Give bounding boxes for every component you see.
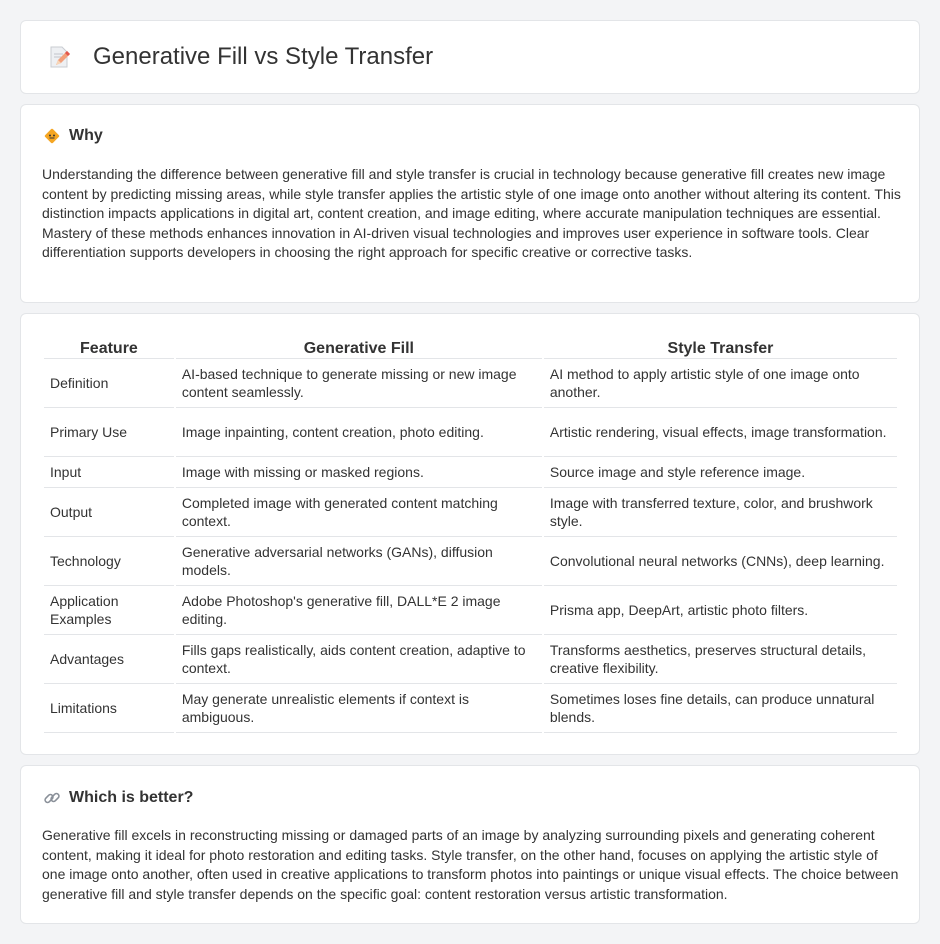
feature-cell: Advantages bbox=[44, 635, 174, 684]
title-card bbox=[20, 20, 920, 94]
generative-fill-cell: Fills gaps realistically, aids content creation, adaptive to context. bbox=[176, 635, 542, 684]
why-card bbox=[20, 104, 920, 303]
table-row bbox=[44, 359, 897, 408]
table-row bbox=[44, 408, 897, 457]
generative-fill-cell: May generate unrealistic elements if context is ambiguous. bbox=[176, 684, 542, 733]
generative-fill-cell: AI-based technique to generate missing or new image content seamlessly. bbox=[176, 359, 542, 408]
feature-cell: Output bbox=[44, 488, 174, 537]
table-row bbox=[44, 635, 897, 684]
header-feature: Feature bbox=[44, 334, 174, 359]
generative-fill-cell: Generative adversarial networks (GANs), diffusion models. bbox=[176, 537, 542, 586]
comparison-table bbox=[42, 334, 899, 733]
feature-cell: Technology bbox=[44, 537, 174, 586]
table-row bbox=[44, 488, 897, 537]
generative-fill-cell: Image inpainting, content creation, photo editing. bbox=[176, 408, 542, 457]
better-title: Which is better? bbox=[69, 789, 194, 806]
style-transfer-cell: AI method to apply artistic style of one image onto another. bbox=[544, 359, 897, 408]
title-row bbox=[45, 43, 433, 71]
style-transfer-cell: Source image and style reference image. bbox=[544, 457, 897, 488]
table-header-row bbox=[44, 334, 897, 359]
feature-cell: Definition bbox=[44, 359, 174, 408]
generative-fill-cell: Adobe Photoshop's generative fill, DALL*E 2 image editing. bbox=[176, 586, 542, 635]
why-heading bbox=[43, 127, 103, 145]
which-is-better-card bbox=[20, 765, 920, 924]
table-row bbox=[44, 457, 897, 488]
table-row bbox=[44, 684, 897, 733]
header-style-transfer: Style Transfer bbox=[544, 334, 897, 359]
table-row bbox=[44, 537, 897, 586]
better-text: Generative fill excels in reconstructing missing or damaged parts of an image by analyzing surrounding pixels and generating coherent content, making it ideal for photo restoration and editing tasks. Style transfer, on the other hand, focuses on applying the artistic style of one image onto another, often used in creative applications to transform photos into paintings or unique visual effects. The choice between generative fill and style transfer depends on the specific goal: content restoration versus artistic transformation. bbox=[42, 827, 899, 902]
warning-sign-icon bbox=[43, 127, 61, 145]
style-transfer-cell: Artistic rendering, visual effects, image transformation. bbox=[544, 408, 897, 457]
link-icon bbox=[43, 789, 61, 807]
page-title: Generative Fill vs Style Transfer bbox=[93, 43, 434, 70]
better-heading bbox=[43, 789, 193, 807]
table-row bbox=[44, 586, 897, 635]
generative-fill-cell: Completed image with generated content matching context. bbox=[176, 488, 542, 537]
why-text: Understanding the difference between generative fill and style transfer is crucial in technology because generative fill creates new image content by predicting missing areas, while style transfer applies the artistic style of one image onto another without altering its content. This distinction impacts applications in digital art, content creation, and image editing, where accurate manipulation techniques are essential. Mastery of these methods enhances innovation in AI-driven visual technologies and improves user experience in software tools. Clear differentiation supports developers in choosing the right approach for specific creative or corrective tasks. bbox=[42, 166, 901, 260]
feature-cell: Limitations bbox=[44, 684, 174, 733]
feature-cell: Application Examples bbox=[44, 586, 174, 635]
header-generative-fill: Generative Fill bbox=[176, 334, 542, 359]
generative-fill-cell: Image with missing or masked regions. bbox=[176, 457, 542, 488]
style-transfer-cell: Transforms aesthetics, preserves structural details, creative flexibility. bbox=[544, 635, 897, 684]
style-transfer-cell: Sometimes loses fine details, can produce unnatural blends. bbox=[544, 684, 897, 733]
comparison-table-card bbox=[20, 313, 920, 755]
feature-cell: Primary Use bbox=[44, 408, 174, 457]
style-transfer-cell: Image with transferred texture, color, and brushwork style. bbox=[544, 488, 897, 537]
style-transfer-cell: Prisma app, DeepArt, artistic photo filters. bbox=[544, 586, 897, 635]
pencil-document-icon bbox=[45, 43, 73, 71]
feature-cell: Input bbox=[44, 457, 174, 488]
style-transfer-cell: Convolutional neural networks (CNNs), deep learning. bbox=[544, 537, 897, 586]
why-title: Why bbox=[69, 127, 103, 144]
